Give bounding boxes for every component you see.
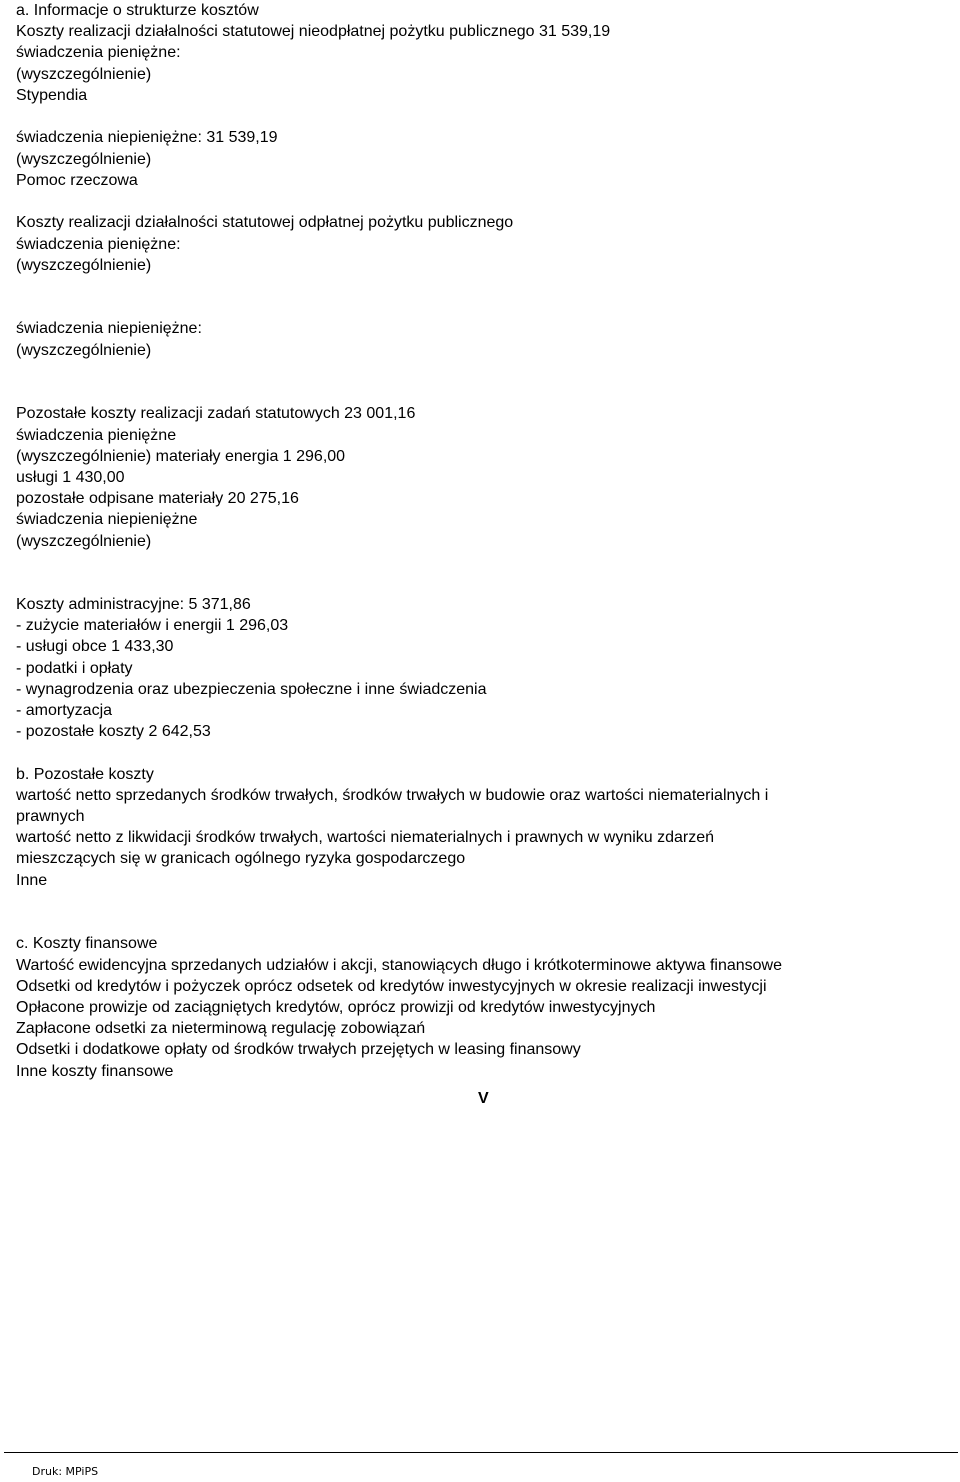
text-line: świadczenia pieniężne: (16, 44, 181, 61)
text-line: Stypendia (16, 87, 88, 104)
text-line: wartość netto z likwidacji środków trwałych, wartości niematerialnych i prawnych w wyniku zdarzeń (16, 829, 715, 846)
text-line: (wyszczególnienie) (16, 533, 152, 550)
text-line: - podatki i opłaty (16, 660, 133, 677)
section-marker: V (478, 1090, 489, 1107)
text-line: Pozostałe koszty realizacji zadań statutowych 23 001,16 (16, 405, 416, 422)
text-line: mieszczących się w granicach ogólnego ryzyka gospodarczego (16, 850, 466, 867)
footer-divider (4, 1452, 958, 1453)
text-line: świadczenia niepieniężne: (16, 320, 202, 337)
text-line: Inne koszty finansowe (16, 1063, 174, 1080)
text-line: Koszty realizacji działalności statutowej odpłatnej pożytku publicznego (16, 214, 514, 231)
text-line: (wyszczególnienie) (16, 342, 152, 359)
text-line: (wyszczególnienie) (16, 257, 152, 274)
text-line: (wyszczególnienie) (16, 66, 152, 83)
text-line: - zużycie materiałów i energii 1 296,03 (16, 617, 289, 634)
text-line: Pomoc rzeczowa (16, 172, 138, 189)
text-line: Odsetki od kredytów i pożyczek oprócz odsetek od kredytów inwestycyjnych w okresie realizacji inwestycji (16, 978, 767, 995)
text-line: Zapłacone odsetki za nieterminową regulację zobowiązań (16, 1020, 426, 1037)
text-line: Inne (16, 872, 48, 889)
text-line: Koszty administracyjne: 5 371,86 (16, 596, 251, 613)
text-line: świadczenia niepieniężne: 31 539,19 (16, 129, 278, 146)
section-heading: c. Koszty finansowe (16, 935, 158, 952)
text-line: - wynagrodzenia oraz ubezpieczenia społeczne i inne świadczenia (16, 681, 487, 698)
text-line: (wyszczególnienie) (16, 151, 152, 168)
text-line: Koszty realizacji działalności statutowej nieodpłatnej pożytku publicznego 31 539,19 (16, 23, 611, 40)
section-heading: b. Pozostałe koszty (16, 766, 154, 783)
text-line: usługi 1 430,00 (16, 469, 125, 486)
text-line: świadczenia pieniężne: (16, 236, 181, 253)
text-line: (wyszczególnienie) materiały energia 1 296,00 (16, 448, 346, 465)
text-line: Wartość ewidencyjna sprzedanych udziałów i akcji, stanowiących długo i krótkoterminowe aktywa finansowe (16, 957, 782, 974)
section-heading: a. Informacje o strukturze kosztów (16, 2, 259, 19)
text-line: - amortyzacja (16, 702, 113, 719)
text-line: - pozostałe koszty 2 642,53 (16, 723, 211, 740)
text-line: pozostałe odpisane materiały 20 275,16 (16, 490, 299, 507)
text-line: - usługi obce 1 433,30 (16, 638, 174, 655)
text-line: świadczenia niepieniężne (16, 511, 198, 528)
footer-print-label: Druk: MPiPS (32, 1465, 99, 1478)
text-line: Opłacone prowizje od zaciągniętych kredytów, oprócz prowizji od kredytów inwestycyjnych (16, 999, 656, 1016)
text-line: świadczenia pieniężne (16, 427, 177, 444)
text-line: Odsetki i dodatkowe opłaty od środków trwałych przejętych w leasing finansowy (16, 1041, 581, 1058)
text-line: wartość netto sprzedanych środków trwałych, środków trwałych w budowie oraz wartości niematerialnych i (16, 787, 769, 804)
text-line: prawnych (16, 808, 85, 825)
